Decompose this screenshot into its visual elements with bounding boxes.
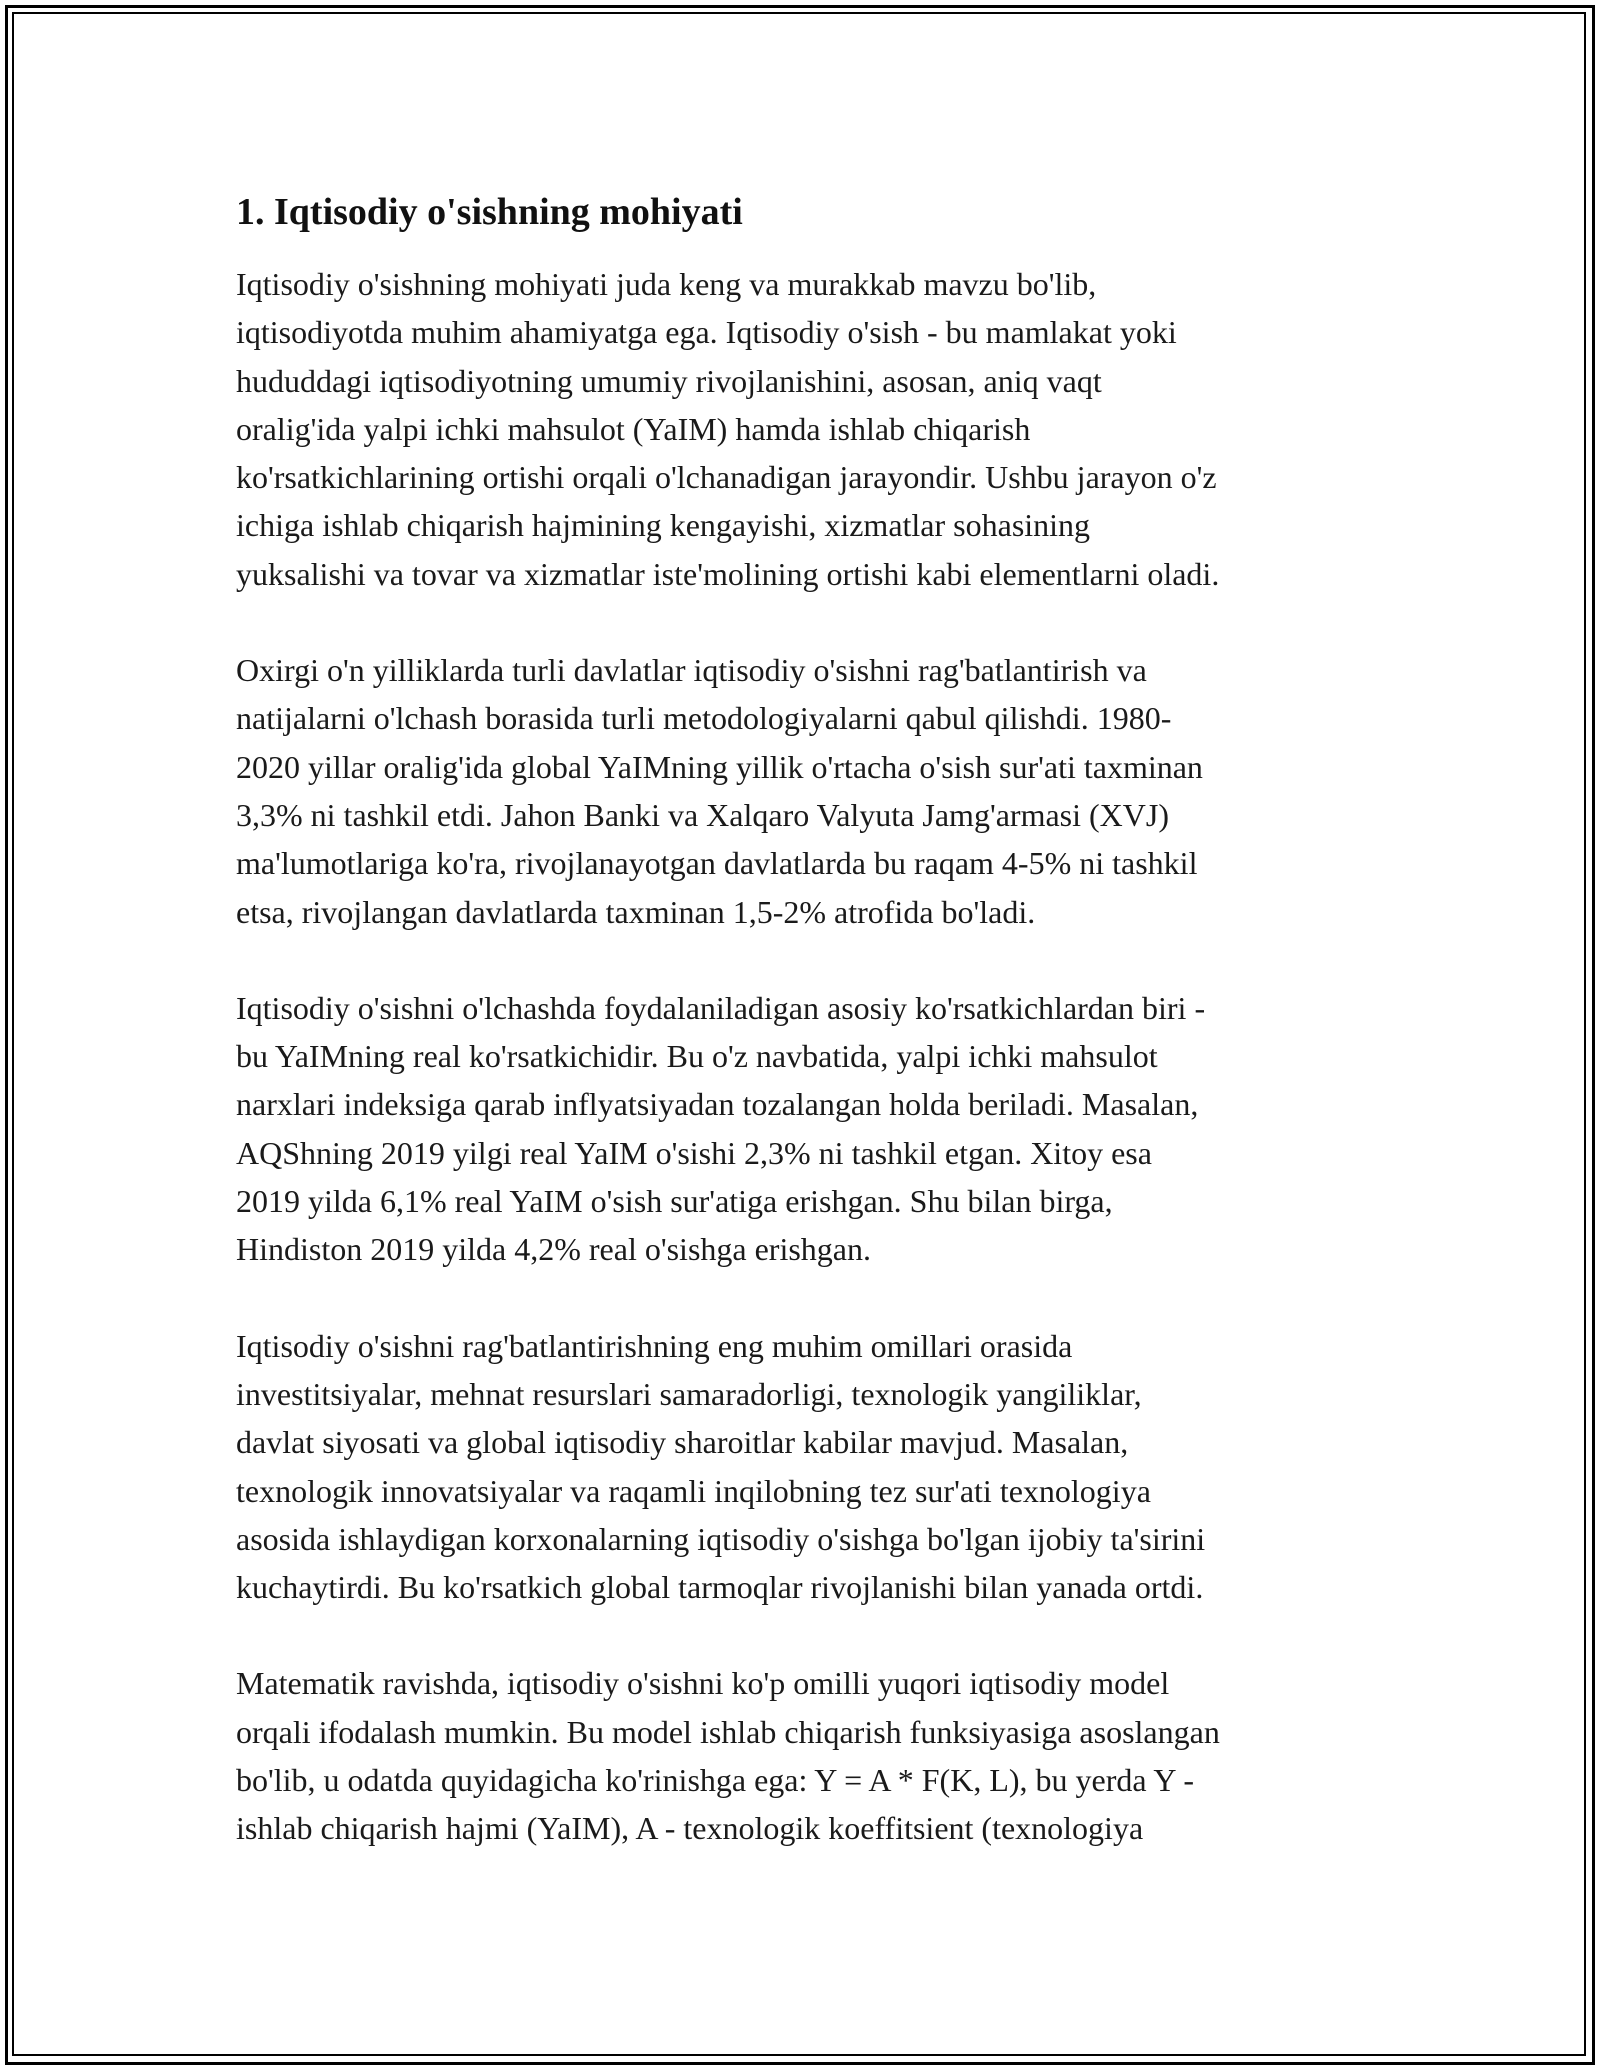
paragraph-1 bbox=[236, 260, 1376, 598]
text-line: Iqtisodiy o'sishning mohiyati juda keng va murakkab mavzu bo'lib, bbox=[236, 266, 1097, 302]
text-line: orqali ifodalash mumkin. Bu model ishlab chiqarish funksiyasiga asoslangan bbox=[236, 1713, 1220, 1750]
paragraph-2 bbox=[236, 646, 1376, 936]
text-line: 2020 yillar oralig'ida global YaIMning yillik o'rtacha o'sish sur'ati taxminan bbox=[236, 748, 1203, 785]
text-line: AQShning 2019 yilgi real YaIM o'sishi 2,3% ni tashkil etgan. Xitoy esa bbox=[236, 1134, 1152, 1171]
text-line: yuksalishi va tovar va xizmatlar iste'molining ortishi kabi elementlarni oladi. bbox=[236, 555, 1220, 592]
text-line: hududdagi iqtisodiyotning umumiy rivojlanishini, asosan, aniq vaqt bbox=[236, 362, 1102, 399]
text-line: oralig'ida yalpi ichki mahsulot (YaIM) hamda ishlab chiqarish bbox=[236, 410, 1031, 447]
text-line: 2019 yilda 6,1% real YaIM o'sish sur'atiga erishgan. Shu bilan birga, bbox=[236, 1183, 1113, 1220]
paragraph-5 bbox=[236, 1659, 1376, 1852]
text-line: Matematik ravishda, iqtisodiy o'sishni ko'p omilli yuqori iqtisodiy model bbox=[236, 1665, 1170, 1702]
text-line: Oxirgi o'n yilliklarda turli davlatlar iqtisodiy o'sishni rag'batlantirish va bbox=[236, 652, 1147, 689]
text-line: iqtisodiyotda muhim ahamiyatga ega. Iqtisodiy o'sish - bu mamlakat yoki bbox=[236, 314, 1177, 351]
text-line: texnologik innovatsiyalar va raqamli inqilobning tez sur'ati texnologiya bbox=[236, 1472, 1151, 1509]
text-line: narxlari indeksiga qarab inflyatsiyadan tozalangan holda beriladi. Masalan, bbox=[236, 1086, 1199, 1123]
text-line: ko'rsatkichlarining ortishi orqali o'lchanadigan jarayondir. Ushbu jarayon o'z bbox=[236, 459, 1217, 496]
text-line: Iqtisodiy o'sishni rag'batlantirishning eng muhim omillari orasida bbox=[236, 1327, 1073, 1364]
text-line: bu YaIMning real ko'rsatkichidir. Bu o'z navbatida, yalpi ichki mahsulot bbox=[236, 1038, 1158, 1075]
text-line: Iqtisodiy o'sishni o'lchashda foydalaniladigan asosiy ko'rsatkichlardan biri - bbox=[236, 989, 1206, 1026]
paragraph-4 bbox=[236, 1322, 1376, 1612]
text-line: davlat siyosati va global iqtisodiy sharoitlar kabilar mavjud. Masalan, bbox=[236, 1424, 1129, 1461]
text-line: ma'lumotlariga ko'ra, rivojlanayotgan davlatlarda bu raqam 4-5% ni tashkil bbox=[236, 845, 1198, 882]
document-body bbox=[236, 188, 1376, 1901]
text-line: bo'lib, u odatda quyidagicha ko'rinishga ega: Y = A * F(K, L), bu yerda Y - bbox=[236, 1762, 1194, 1799]
text-line: asosida ishlaydigan korxonalarning iqtisodiy o'sishga bo'lgan ijobiy ta'sirini bbox=[236, 1520, 1206, 1557]
text-line: investitsiyalar, mehnat resurslari samaradorligi, texnologik yangiliklar, bbox=[236, 1375, 1142, 1412]
text-line: natijalarni o'lchash borasida turli metodologiyalarni qabul qilishdi. 1980- bbox=[236, 700, 1172, 737]
text-line: Hindiston 2019 yilda 4,2% real o'sishga erishgan. bbox=[236, 1231, 871, 1268]
text-line: 3,3% ni tashkil etdi. Jahon Banki va Xalqaro Valyuta Jamg'armasi (XVJ) bbox=[236, 796, 1169, 833]
text-line: ichiga ishlab chiqarish hajmining kengayishi, xizmatlar sohasining bbox=[236, 507, 1091, 544]
section-heading: 1. Iqtisodiy o'sishning mohiyati bbox=[236, 191, 743, 233]
paragraph-3 bbox=[236, 984, 1376, 1274]
text-line: kuchaytirdi. Bu ko'rsatkich global tarmoqlar rivojlanishi bilan yanada ortdi. bbox=[236, 1569, 1204, 1606]
text-line: etsa, rivojlangan davlatlarda taxminan 1,5-2% atrofida bo'ladi. bbox=[236, 893, 1036, 930]
text-line: ishlab chiqarish hajmi (YaIM), A - texnologik koeffitsient (texnologiya bbox=[236, 1810, 1144, 1847]
